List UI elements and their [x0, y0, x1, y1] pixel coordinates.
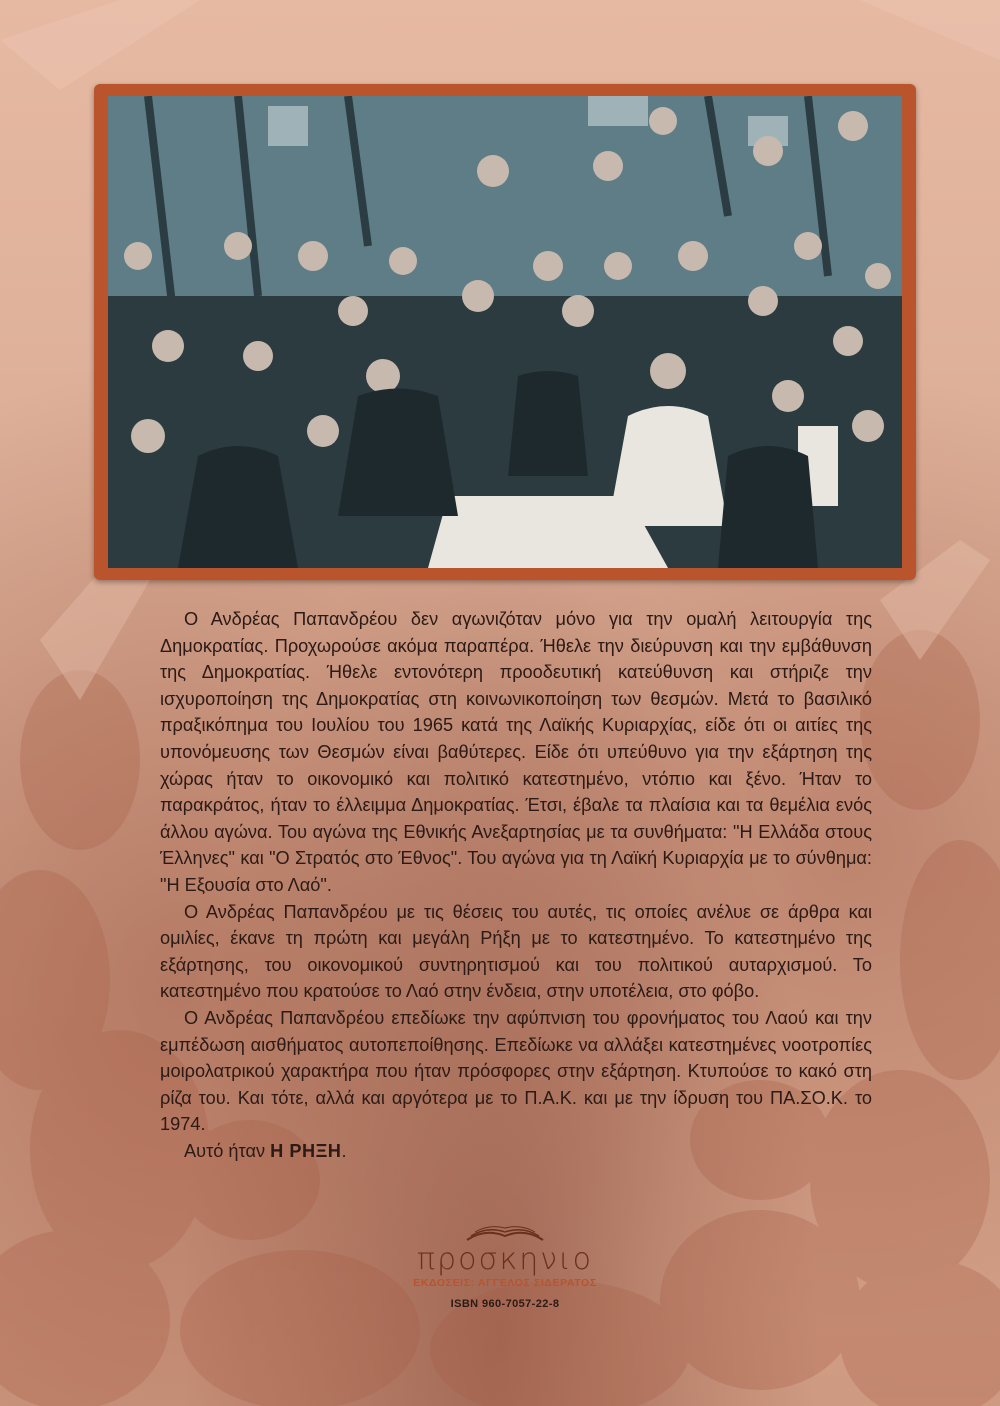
publisher-logo-word: προσκηνιο — [416, 1242, 594, 1277]
open-book-icon — [390, 1222, 620, 1244]
paragraph-3: Ο Ανδρέας Παπανδρέου επεδίωκε την αφύπνιση του φρονήματος του Λαού και την εμπέδωση αισθήματος αυτοπεποίθησης. Επεδίωκε να αλλάξει κατεστημένες νοοτροπίες μοιρολατρικού χαρακτήρα που ήταν πρόσφορες στην εξάρτηση. Κτυπούσε το κακό στη ρίζα του. Και τότε, αλλά και αργότερα με το Π.Α.Κ. και με την ίδρυση του ΠΑ.ΣΟ.Κ. το 1974. — [160, 1007, 872, 1135]
photo-frame — [94, 84, 916, 580]
closing-emphasis: Η ΡΗΞΗ — [270, 1140, 342, 1161]
back-cover-text — [160, 606, 872, 1164]
publisher-subtitle: ΕΚΔΟΣΕΙΣ: ΑΓΓΕΛΟΣ ΣΙΔΕΡΑΤΟΣ — [413, 1277, 597, 1289]
closing-line — [160, 1138, 872, 1165]
crowd-photo-illustration — [108, 96, 902, 568]
publisher-block — [390, 1222, 620, 1310]
closing-prefix: Αυτό ήταν — [184, 1140, 271, 1161]
isbn: ISBN 960-7057-22-8 — [450, 1298, 560, 1310]
paragraph-2: Ο Ανδρέας Παπανδρέου με τις θέσεις του αυτές, τις οποίες ανέλυε σε άρθρα και ομιλίες, έκανε τη πρώτη και μεγάλη Ρήξη με το κατεστημένο. Το κατεστημένο της εξάρτησης, του οικονομικού συντηρητισμού και του πολιτικού αυταρχισμού. Το κατεστημένο που κρατούσε το Λαό στην ένδεια, στην υποτέλεια, στο φόβο. — [160, 901, 872, 1002]
crowd-photo — [108, 96, 902, 568]
closing-suffix: . — [341, 1140, 347, 1161]
paragraph-1: Ο Ανδρέας Παπανδρέου δεν αγωνιζόταν μόνο για την ομαλή λειτουργία της Δημοκρατίας. Προχωρούσε ακόμα παραπέρα. Ήθελε την διεύρυνση και την εμβάθυνση της Δημοκρατίας. Ήθελε εντονότερη προοδευτική κατεύθυνση και στήριζε την ισχυροποίηση της Δημοκρατίας στη κοινωνικοποίηση των θεσμών. Μετά το βασιλικό πραξικόπημα του Ιουλίου του 1965 κατά της Λαϊκής Κυριαρχίας, είδε ότι οι αιτίες της υπονόμευσης των Θεσμών είναι βαθύτερες. Είδε ότι υπεύθυνο για την εξάρτηση της χώρας ήταν το οικονομικό και πολιτικό κατεστημένο, ντόπιο και ξένο. Ήταν το παρακράτος, ήταν το έλλειμμα Δημοκρατίας. Έτσι, έβαλε τα πλαίσια και τα θεμέλια ενός άλλου αγώνα. Του αγώνα της Εθνικής Ανεξαρτησίας με τα συνθήματα: "Η Ελλάδα στους Έλληνες" και "Ο Στρατός στο Έθνος". Του αγώνα για τη Λαϊκή Κυριαρχία με το σύνθημα: "Η Εξουσία στο Λαό". — [160, 609, 872, 895]
